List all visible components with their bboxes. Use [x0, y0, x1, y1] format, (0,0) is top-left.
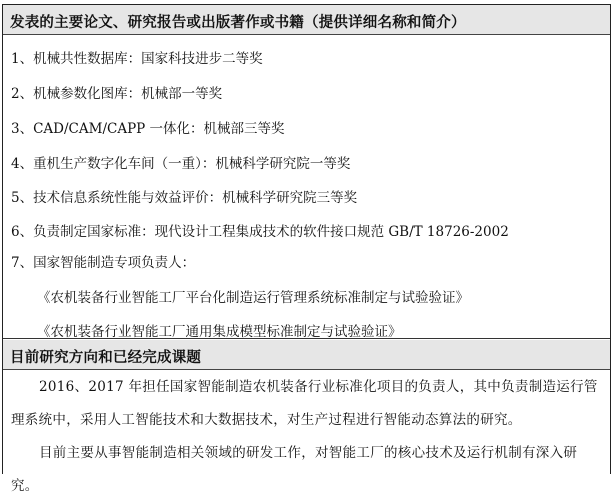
list-item: 4、重机生产数字化车间（一重）：机械科学研究院一等奖 [11, 156, 351, 172]
section-divider [3, 338, 610, 339]
list-subitem: 《农机装备行业智能工厂通用集成模型标准制定与试验验证》 [37, 324, 402, 340]
list-item: 1、机械共性数据库：国家科技进步二等奖 [11, 51, 263, 67]
section2-header [3, 340, 610, 370]
document-table [2, 4, 611, 494]
paragraph: 2016、2017 年担任国家智能制造农机装备行业标准化项目的负责人，其中负责制造运行管理系统中，采用人工智能技术和大数据技术，对生产过程进行智能动态算法的研究。 [11, 379, 598, 428]
list-item: 6、负责制定国家标准：现代设计工程集成技术的软件接口规范 GB/T 18726-2002 [11, 224, 509, 240]
list-item: 5、技术信息系统性能与效益评价：机械科学研究院三等奖 [11, 190, 358, 206]
section1-title: 发表的主要论文、研究报告或出版著作或书籍（提供详细名称和简介） [10, 15, 466, 31]
list-item: 3、CAD/CAM/CAPP 一体化：机械部三等奖 [11, 121, 285, 137]
section1-header [3, 5, 610, 35]
paragraph: 目前主要从事智能制造相关领域的研发工作，对智能工厂的核心技术及运行机制有深入研究。 [11, 445, 578, 494]
list-item: 7、国家智能制造专项负责人： [11, 255, 196, 271]
list-item: 2、机械参数化图库：机械部一等奖 [11, 86, 223, 102]
section2-title: 目前研究方向和已经完成课题 [10, 350, 202, 366]
list-subitem: 《农机装备行业智能工厂平台化制造运行管理系统标准制定与试验验证》 [37, 290, 469, 306]
